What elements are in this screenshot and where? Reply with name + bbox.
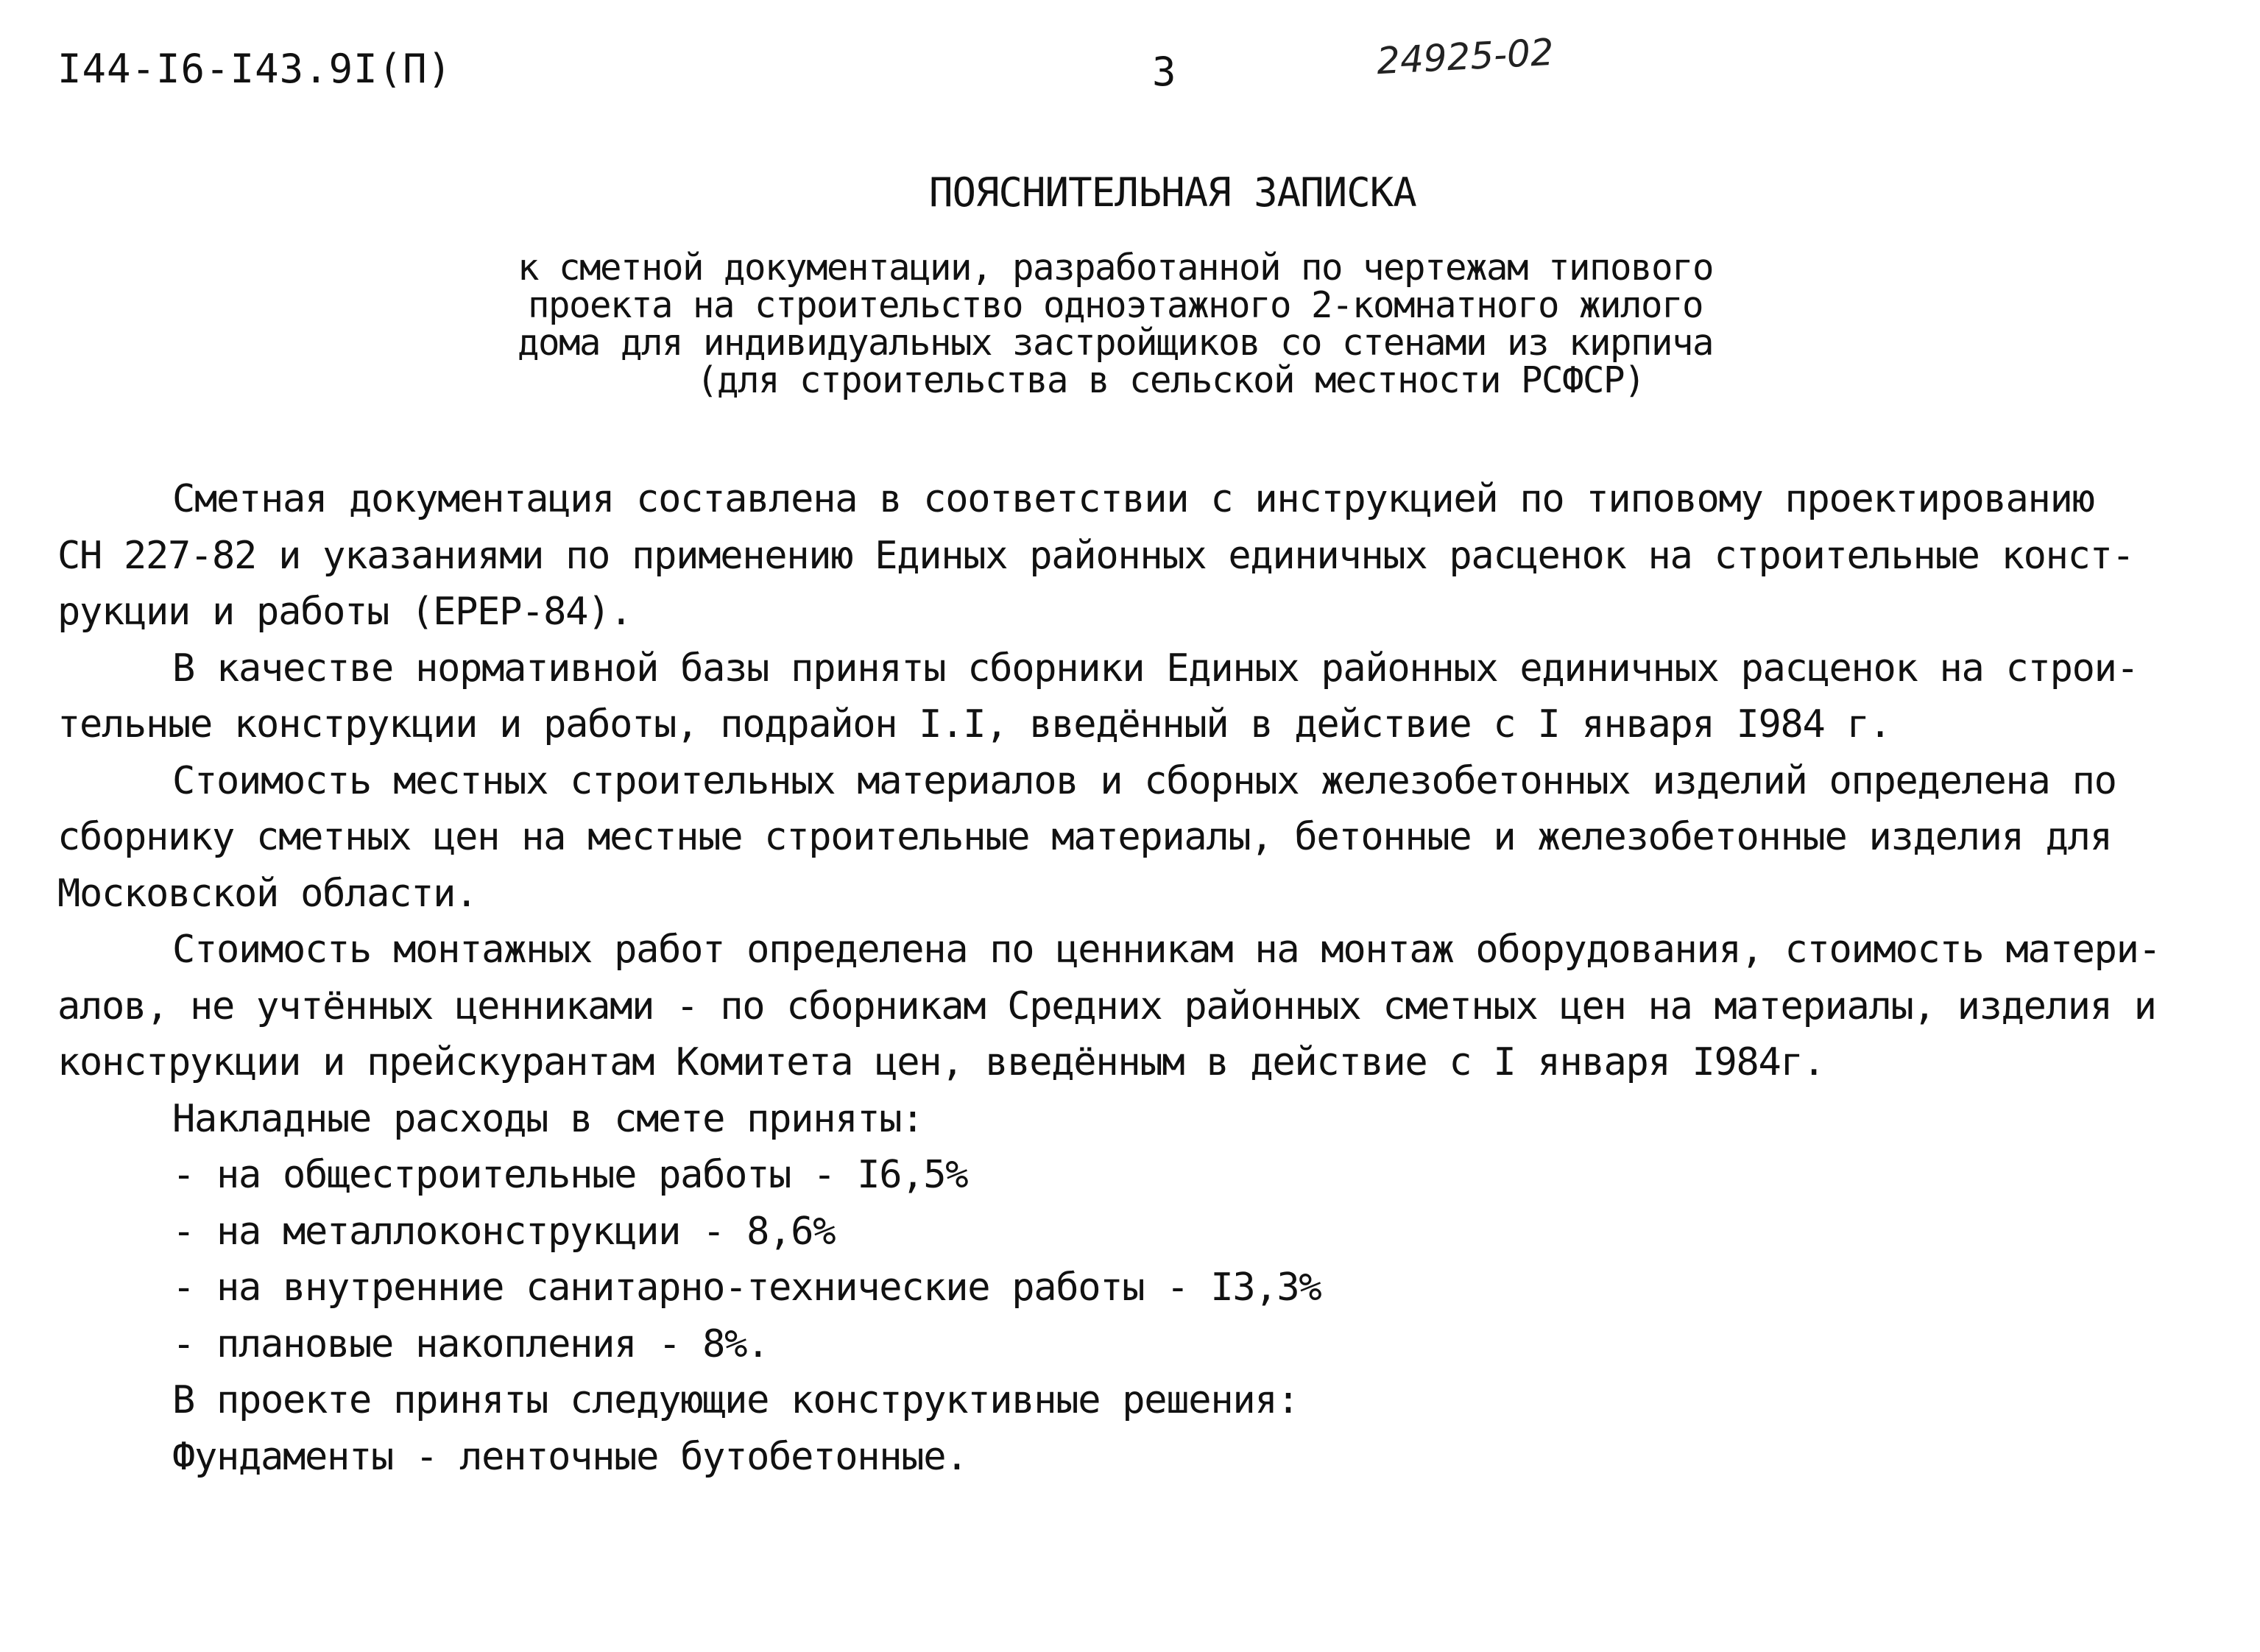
- archive-number: 24925-02: [1375, 30, 1555, 83]
- body-line: В проекте приняты следующие конструктивные решения:: [172, 1378, 1299, 1422]
- body-line: алов, не учтённых ценниками - по сборникам Средних районных сметных цен на материалы, изделия и: [57, 984, 2156, 1028]
- body-line: Стоимость местных строительных материалов и сборных железобетонных изделий определена по: [172, 758, 2116, 803]
- body-text: [57, 471, 2229, 1485]
- body-line: Стоимость монтажных работ определена по ценникам на монтаж оборудования, стоимость матери-: [172, 928, 2161, 972]
- body-line: В качестве нормативной базы приняты сборники Единых районных единичных расценок на строи-: [172, 646, 2139, 691]
- subtitle-line: (для строительства в сельской местности РСФСР): [696, 359, 1645, 401]
- body-line: Накладные расходы в смете приняты:: [172, 1096, 924, 1141]
- list-item: - на металлоконструкции - 8,6%: [172, 1209, 836, 1254]
- body-line: СН 227-82 и указаниями по применению Единых районных единичных расценок на строительные конст-: [57, 533, 2134, 578]
- body-line: рукции и работы (ЕРЕР-84).: [57, 590, 632, 634]
- body-line: Сметная документация составлена в соответствии с инструкцией по типовому проектированию: [172, 477, 2094, 521]
- body-line: Фундаменты - ленточные бутобетонные.: [172, 1434, 968, 1479]
- list-item: - на общестроительные работы - I6,5%: [172, 1153, 968, 1197]
- body-line: сборнику сметных цен на местные строительные материалы, бетонные и железобетонные изделия для: [57, 815, 2112, 859]
- document-code: I44-I6-I43.9I(П): [57, 46, 453, 92]
- body-line: конструкции и прейскурантам Комитета цен, введённым в действие с I января I984г.: [57, 1040, 1825, 1084]
- subtitle: [442, 249, 1789, 399]
- subtitle-line: дома для индивидуальных застройщиков со стенами из кирпича: [517, 322, 1714, 364]
- page-title: ПОЯСНИТЕЛЬНАЯ ЗАПИСКА: [929, 169, 1416, 216]
- subtitle-line: к сметной документации, разработанной по чертежам типового: [517, 247, 1714, 289]
- list-item: - плановые накопления - 8%.: [172, 1321, 769, 1366]
- page-number: 3: [1152, 49, 1176, 95]
- subtitle-line: проекта на строительство одноэтажного 2-комнатного жилого: [527, 284, 1703, 326]
- body-line: Московской области.: [57, 871, 478, 916]
- body-line: тельные конструкции и работы, подрайон I.I, введённый в действие с I января I984 г.: [57, 702, 1891, 746]
- list-item: - на внутренние санитарно-технические работы - I3,3%: [172, 1266, 1321, 1310]
